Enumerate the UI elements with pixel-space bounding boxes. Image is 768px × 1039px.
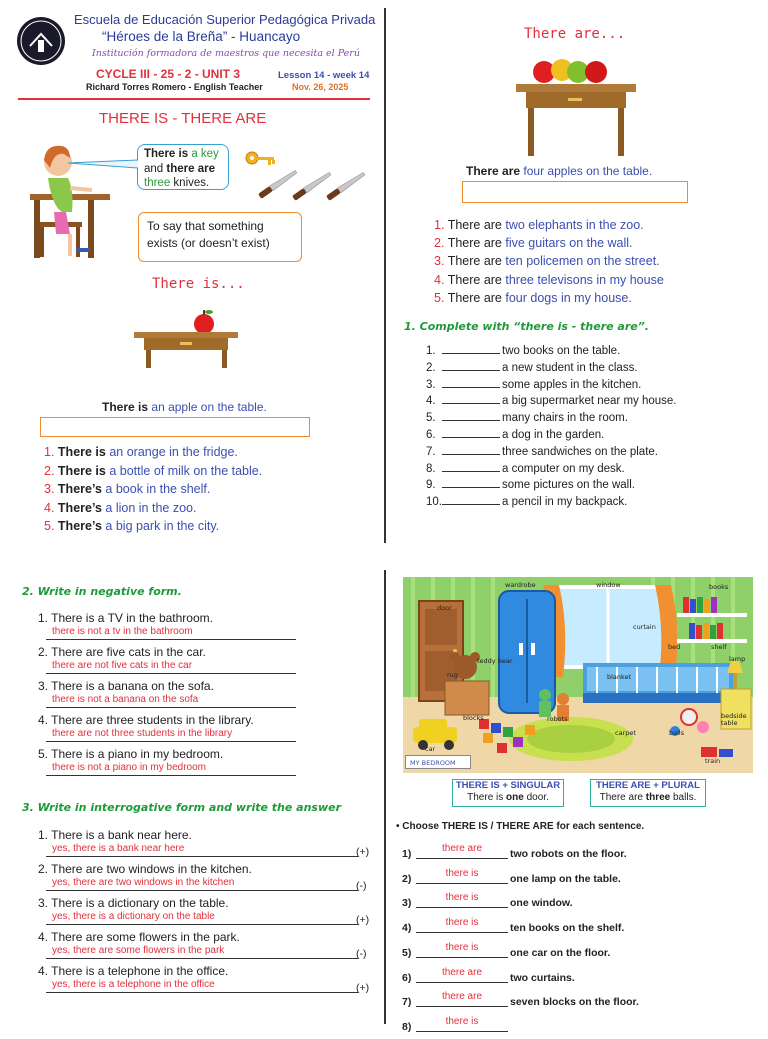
ex1-text: a big supermarket near my house. — [502, 395, 677, 408]
ex2-list — [38, 611, 290, 781]
ex2-answer[interactable]: there are not three students in the library — [46, 728, 296, 742]
ex2-question: 5. There is a piano in my bedroom. — [38, 747, 224, 761]
singular-ex-c: door. — [526, 792, 549, 803]
choose-blank[interactable] — [416, 1030, 508, 1032]
there-is-examples — [44, 443, 262, 536]
label-blocks: blocks — [463, 714, 484, 722]
ex3-mark: (+) — [356, 914, 370, 926]
ex1-item — [426, 461, 677, 478]
there-are-example — [434, 252, 664, 270]
example-num: 3. — [434, 254, 445, 269]
table-apple-illustration — [130, 300, 242, 370]
lesson-label: Lesson 14 - week 14 — [278, 70, 370, 81]
bedroom-caption: MY BEDROOM — [405, 755, 471, 769]
ex3-mark: (-) — [356, 880, 367, 892]
label-door: door — [437, 604, 452, 612]
label-window: window — [596, 581, 621, 589]
choose-item — [402, 892, 662, 915]
plural-ex-b: three — [645, 792, 671, 803]
choose-num: 8) — [402, 1020, 412, 1033]
example-num: 5. — [44, 519, 55, 533]
there-are-example — [434, 289, 664, 307]
example-num: 3. — [44, 482, 55, 496]
ex1-blank[interactable] — [442, 393, 500, 404]
example-lead: There are — [447, 254, 502, 269]
example-lead: There are — [447, 290, 502, 305]
definition-text: To say that something exists (or doesn’t exist) — [147, 219, 270, 250]
ex3-item — [38, 828, 378, 862]
ex1-text: many chairs in the room. — [502, 412, 628, 425]
knives-icon — [258, 162, 376, 208]
choose-num: 4) — [402, 922, 412, 935]
example-lead: There’s — [57, 519, 102, 533]
choose-num: 5) — [402, 946, 412, 959]
ex2-answer[interactable]: there is not a tv in the bathroom — [46, 626, 296, 640]
ex2-title: 2. Write in negative form. — [22, 585, 182, 598]
ex3-mark: (+) — [356, 982, 370, 994]
label-shelf: shelf — [711, 643, 727, 651]
ex1-num: 8. — [426, 462, 436, 475]
speech-there-is: There is — [144, 148, 189, 160]
ex2-question: 2. There are five cats in the car. — [38, 645, 206, 659]
example-rest: a bottle of milk on the table. — [109, 463, 263, 478]
ex1-item — [426, 393, 677, 410]
ex2-item — [38, 713, 290, 747]
example-rest: five guitars on the wall. — [505, 236, 633, 251]
choose-title — [396, 821, 644, 832]
example-rest: four dogs in my house. — [505, 290, 632, 305]
speech-there-are: there are — [166, 162, 215, 175]
ex2-item — [38, 679, 290, 713]
divider-top — [384, 8, 386, 543]
label-teddy-bear: teddy bear — [477, 657, 513, 665]
ex3-answer[interactable]: yes, there are some flowers in the park — [46, 945, 358, 959]
choose-num: 2) — [402, 872, 412, 885]
there-are-examples — [434, 216, 664, 307]
label-blanket: blanket — [607, 673, 632, 681]
choose-item — [402, 843, 662, 866]
plural-ex-c: balls. — [673, 792, 697, 803]
ex2-answer[interactable]: there are not five cats in the car — [46, 660, 296, 674]
ex1-blank[interactable] — [442, 343, 500, 354]
plural-box — [590, 779, 706, 807]
ex1-num: 10. — [426, 496, 442, 509]
example-num: 1. — [434, 218, 445, 232]
choose-item — [402, 867, 662, 891]
there-are-example — [434, 271, 664, 289]
example-rest: an orange in the fridge. — [109, 445, 238, 459]
ex1-blank[interactable] — [442, 377, 500, 388]
ex1-text: a dog in the garden. — [502, 428, 605, 441]
there-is-example — [44, 499, 262, 518]
ex1-item — [426, 444, 677, 461]
label-bed: bed — [668, 643, 681, 651]
bubble-pointer — [66, 156, 140, 175]
example-lead: There is — [57, 463, 106, 478]
choose-answer: there are — [441, 991, 483, 1003]
there-are-heading: There are... — [524, 26, 626, 42]
ex3-answer[interactable]: yes, there is a telephone in the office — [46, 979, 358, 993]
example-num: 4. — [44, 500, 55, 515]
choose-text: two curtains. — [510, 971, 575, 984]
school-motto: Institución formadora de maestros que necesita el Perú — [92, 48, 360, 59]
choose-item — [402, 1015, 662, 1039]
choose-num: 3) — [402, 897, 412, 910]
there-is-example — [44, 443, 262, 462]
ex1-item — [426, 410, 677, 427]
ex1-num: 3. — [426, 378, 436, 391]
label-train: train — [705, 757, 721, 765]
example-rest: a big park in the city. — [105, 519, 220, 533]
bullet: • — [396, 821, 400, 832]
choose-blank[interactable] — [416, 931, 508, 933]
ex1-item — [426, 343, 677, 360]
ex1-blank[interactable] — [442, 444, 500, 455]
caption-is: is — [138, 400, 149, 414]
ex3-list — [38, 828, 378, 998]
ex2-question: 3. There is a banana on the sofa. — [38, 679, 214, 693]
choose-answer: there are — [441, 966, 483, 978]
ex1-text: a new student in the class. — [502, 361, 638, 374]
singular-title: THERE IS + SINGULAR — [455, 780, 561, 791]
ex1-text: a computer on my desk. — [502, 462, 625, 475]
label-rug: rug — [447, 671, 458, 679]
choose-text: seven blocks on the floor. — [510, 996, 639, 1009]
speech-knives: knives. — [173, 177, 210, 189]
ex3-question: 1. There is a bank near here. — [38, 828, 192, 842]
ex3-item — [38, 862, 378, 896]
page-title: THERE IS - THERE ARE — [99, 110, 267, 127]
speech-a-key: a key — [191, 148, 219, 160]
ex1-blank[interactable] — [442, 427, 500, 438]
ex1-text: a pencil in my backpack. — [502, 496, 628, 509]
there-is-heading: There is... — [152, 276, 245, 292]
ex1-num: 9. — [426, 479, 436, 492]
example-num: 1. — [44, 445, 55, 459]
label-robots: robots — [547, 715, 568, 723]
speech-bubble — [137, 144, 229, 190]
example-rest: three televisons in my house — [505, 272, 664, 287]
ex3-question: 4. There is a telephone in the office. — [38, 964, 229, 978]
speech-three: three — [144, 177, 171, 189]
example-rest: ten policemen on the street. — [505, 254, 660, 269]
label-bedside-table: bedside table — [721, 712, 747, 727]
ex1-blank[interactable] — [442, 461, 500, 472]
caption-are: are — [502, 164, 521, 178]
ex1-item — [426, 494, 677, 511]
label-car: car — [425, 745, 436, 753]
choose-text: one car on the floor. — [510, 946, 611, 959]
label-balls: balls — [669, 729, 685, 737]
choose-answer: there is — [445, 892, 479, 904]
label-curtain: curtain — [633, 623, 656, 631]
bedroom-illustration — [403, 577, 753, 773]
ex2-answer[interactable]: there is not a banana on the sofa — [46, 694, 296, 708]
there-are-example — [434, 234, 664, 252]
choose-blank[interactable] — [416, 906, 508, 908]
ex3-mark: (+) — [356, 846, 370, 858]
ex3-mark: (-) — [356, 948, 367, 960]
choose-answer: there is — [445, 1015, 479, 1027]
plural-ex-a: There are — [599, 792, 643, 803]
plural-title: THERE ARE + PLURAL — [596, 780, 700, 791]
example-num: 2. — [44, 463, 55, 478]
example-lead: There is — [57, 445, 106, 459]
school-logo — [16, 16, 66, 66]
ex3-item — [38, 930, 378, 964]
example-rest: two elephants in the zoo. — [505, 218, 644, 232]
choose-answer: there is — [445, 917, 479, 929]
example-lead: There are — [447, 272, 502, 287]
ex1-blank[interactable] — [442, 410, 500, 421]
choose-text: ten books on the shelf. — [510, 922, 625, 935]
speech-and: and — [144, 162, 164, 175]
ex1-text: two books on the table. — [502, 345, 621, 357]
ex3-question: 3. There is a dictionary on the table. — [38, 896, 229, 910]
ex1-blank[interactable] — [442, 494, 500, 505]
ex3-item — [38, 896, 378, 930]
example-lead: There’s — [57, 482, 102, 496]
ex3-question: 2. There are two windows in the kitchen. — [38, 862, 252, 876]
ex2-answer[interactable]: there is not a piano in my bedroom — [46, 762, 296, 776]
there-is-example — [44, 462, 262, 481]
ex3-title: 3. Write in interrogative form and write the answer — [22, 801, 341, 814]
choose-title-text: Choose THERE IS / THERE ARE for each sentence. — [402, 821, 645, 832]
singular-ex-b: one — [506, 792, 524, 803]
choose-blank[interactable] — [416, 882, 508, 884]
ex2-question: 1. There is a TV in the bathroom. — [38, 611, 213, 625]
ex2-question: 4. There are three students in the library. — [38, 713, 254, 727]
school-name: Escuela de Educación Superior Pedagógica Privada — [74, 12, 376, 27]
choose-item — [402, 941, 662, 965]
ex2-item — [38, 645, 290, 679]
example-rest: a book in the shelf. — [105, 482, 211, 496]
ex1-num: 2. — [426, 361, 436, 374]
caption-there: There — [102, 400, 135, 414]
choose-item — [402, 917, 662, 940]
plural-example — [591, 792, 705, 804]
header-rule — [18, 98, 370, 100]
singular-box — [452, 779, 564, 807]
ex1-num: 1. — [426, 345, 436, 357]
label-books: books — [709, 583, 729, 591]
definition-box — [138, 212, 302, 262]
choose-item — [402, 991, 662, 1014]
school-city: “Héroes de la Breña” - Huancayo — [102, 29, 301, 44]
ex1-num: 7. — [426, 445, 436, 458]
table-apples-illustration — [514, 48, 638, 160]
example-lead: There are — [447, 236, 502, 251]
example-lead: There’s — [57, 500, 102, 515]
there-are-example — [434, 216, 664, 234]
example-num: 2. — [434, 236, 445, 251]
ex1-num: 4. — [426, 395, 436, 408]
ex1-list — [426, 343, 677, 511]
teacher-label: Richard Torres Romero - English Teacher — [86, 82, 263, 92]
choose-blank[interactable] — [416, 956, 508, 958]
there-are-answer-box[interactable] — [462, 181, 688, 203]
example-lead: There are — [447, 218, 502, 232]
ex1-text: some apples in the kitchen. — [502, 378, 642, 391]
there-is-example — [44, 480, 262, 499]
caption-are-there: There — [466, 164, 499, 178]
ex1-text: three sandwiches on the plate. — [502, 445, 658, 458]
there-are-caption — [466, 164, 652, 178]
ex2-item — [38, 611, 290, 645]
ex3-item — [38, 964, 378, 998]
date-label: Nov. 26, 2025 — [292, 82, 349, 92]
divider-bottom — [384, 570, 386, 1024]
singular-example — [453, 792, 563, 804]
ex1-num: 5. — [426, 412, 436, 425]
example-num: 5. — [434, 290, 445, 305]
choose-blank[interactable] — [416, 981, 508, 983]
ex1-item — [426, 360, 677, 377]
ex1-item — [426, 477, 677, 494]
example-num: 4. — [434, 272, 445, 287]
choose-num: 1) — [402, 848, 412, 860]
choose-blank[interactable] — [416, 1005, 508, 1007]
label-lamp: lamp — [729, 655, 746, 663]
example-rest: a lion in the zoo. — [105, 500, 197, 515]
ex3-answer[interactable]: yes, there is a dictionary on the table — [46, 911, 358, 925]
ex1-text: some pictures on the wall. — [502, 479, 635, 492]
cycle-label: CYCLE III - 25 - 2 - UNIT 3 — [96, 67, 241, 81]
choose-text: one lamp on the table. — [510, 872, 621, 885]
ex1-title: 1. Complete with “there is - there are”. — [404, 320, 649, 333]
ex3-answer[interactable]: yes, there are two windows in the kitchen — [46, 877, 358, 891]
there-is-example — [44, 517, 262, 536]
ex1-item — [426, 427, 677, 444]
ex3-answer[interactable]: yes, there is a bank near here — [46, 843, 358, 857]
choose-num: 6) — [402, 971, 412, 984]
choose-answer: there is — [445, 867, 479, 879]
label-wardrobe: wardrobe — [505, 581, 536, 589]
caption-rest: an apple on the table. — [151, 400, 267, 414]
choose-item — [402, 966, 662, 990]
choose-num: 7) — [402, 996, 412, 1009]
ex1-item — [426, 377, 677, 394]
choose-blank[interactable] — [416, 857, 508, 859]
choose-text: one window. — [510, 897, 573, 910]
there-is-caption — [102, 400, 267, 414]
there-is-answer-box[interactable] — [40, 417, 310, 437]
choose-answer: there are — [441, 843, 483, 854]
ex2-item — [38, 747, 290, 781]
choose-answer: there is — [445, 941, 479, 953]
ex1-blank[interactable] — [442, 477, 500, 488]
caption-are-rest: four apples on the table. — [523, 164, 653, 178]
singular-ex-a: There is — [467, 792, 504, 803]
ex3-question: 4. There are some flowers in the park. — [38, 930, 240, 944]
ex1-blank[interactable] — [442, 360, 500, 371]
label-carpet: carpet — [615, 729, 636, 737]
ex1-num: 6. — [426, 428, 436, 441]
choose-text: two robots on the floor. — [510, 848, 627, 860]
